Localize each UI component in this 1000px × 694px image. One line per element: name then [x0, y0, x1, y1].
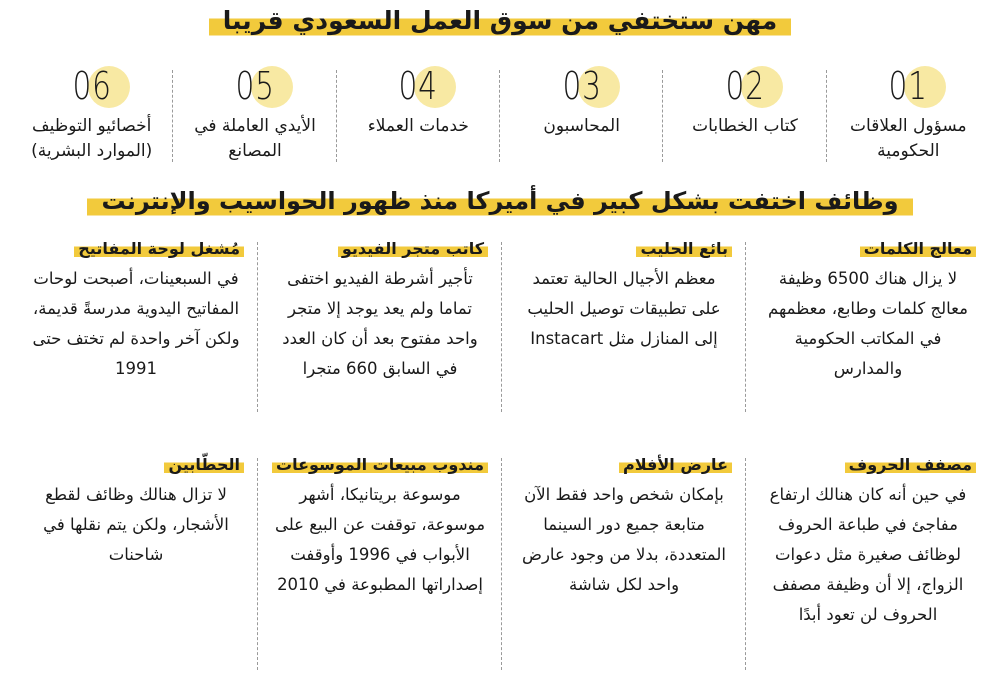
card-text: في حين أنه كان هنالك ارتفاع مفاجئ في طباعة الحروف لوظائف صغيرة مثل دعوات الزواج، إلا أن وظيفة مصفف الحروف لن تعود أبدًا [769, 485, 967, 624]
vanished-jobs-row-1 [14, 236, 990, 426]
job-name: المحاسبون [543, 116, 620, 136]
main-title-text: مهن ستختفي من سوق العمل السعودي قريبا [209, 4, 792, 38]
job-name: خدمات العملاء [367, 116, 469, 136]
card-title: مُشغل لوحة المفاتيح [74, 239, 244, 258]
vanished-job-card [502, 236, 746, 426]
card-text: معظم الأجيال الحالية تعتمد على تطبيقات توصيل الحليب إلى المنازل مثل Instacart [527, 269, 721, 348]
vanished-job-card [746, 236, 990, 426]
card-title: معالج الكلمات [860, 239, 976, 258]
vanished-job-card [258, 452, 502, 684]
card-text: لا تزال هنالك وظائف لقطع الأشجار، ولكن يتم نقلها في شاحنات [43, 485, 229, 564]
job-item [337, 60, 500, 172]
vanished-job-card [14, 236, 258, 426]
job-number: 03 [562, 64, 602, 108]
top-jobs-list [10, 60, 990, 172]
vanished-job-card [746, 452, 990, 684]
card-text: لا يزال هناك 6500 وظيفة معالج كلمات وطابع، معظمهم في المكاتب الحكومية والمدارس [768, 269, 968, 378]
job-item [663, 60, 826, 172]
card-title: مصفف الحروف [845, 455, 976, 474]
card-title: مندوب مبيعات الموسوعات [272, 455, 488, 474]
job-name: أخصائيو التوظيف (الموارد البشرية) [31, 116, 153, 161]
card-text: في السبعينات، أصبحت لوحات المفاتيح اليدوية مدرسةً قديمة، ولكن آخر واحدة لم تختف حتى 1991 [32, 269, 240, 378]
vanished-jobs-row-2 [14, 452, 990, 684]
job-name: مسؤول العلاقات الحكومية [850, 116, 967, 161]
job-item [173, 60, 336, 172]
job-item [10, 60, 173, 172]
card-title: بائع الحليب [636, 239, 732, 258]
job-number: 02 [725, 64, 765, 108]
job-item [827, 60, 990, 172]
card-text: موسوعة بريتانيكا، أشهر موسوعة، توقفت عن البيع على الأبواب في 1996 وأوقفت إصداراتها المطبوعة في 2010 [274, 485, 486, 594]
vanished-job-card [502, 452, 746, 684]
job-number: 05 [235, 64, 275, 108]
vanished-job-card [258, 236, 502, 426]
job-item [500, 60, 663, 172]
job-number: 04 [398, 64, 438, 108]
card-title: عارض الأفلام [619, 455, 732, 474]
job-number: 01 [888, 64, 928, 108]
vanished-job-card [14, 452, 258, 684]
card-title: كاتب متجر الفيديو [338, 239, 488, 258]
section-title [0, 184, 1000, 218]
section-title-text: وظائف اختفت بشكل كبير في أميركا منذ ظهور الحواسيب والإنترنت [87, 184, 912, 218]
job-name: الأيدي العاملة في المصانع [194, 116, 316, 161]
card-title: الحطّابين [164, 455, 244, 474]
card-text: بإمكان شخص واحد فقط الآن متابعة جميع دور السينما المتعددة، بدلا من وجود عارض واحد لكل شاشة [522, 485, 726, 594]
job-name: كتاب الخطابات [692, 116, 798, 136]
card-text: تأجير أشرطة الفيديو اختفى تماما ولم يعد يوجد إلا متجر واحد مفتوح بعد أن كان العدد في السابق 660 متجرا [282, 269, 478, 378]
main-title [0, 4, 1000, 38]
job-number: 06 [72, 64, 112, 108]
